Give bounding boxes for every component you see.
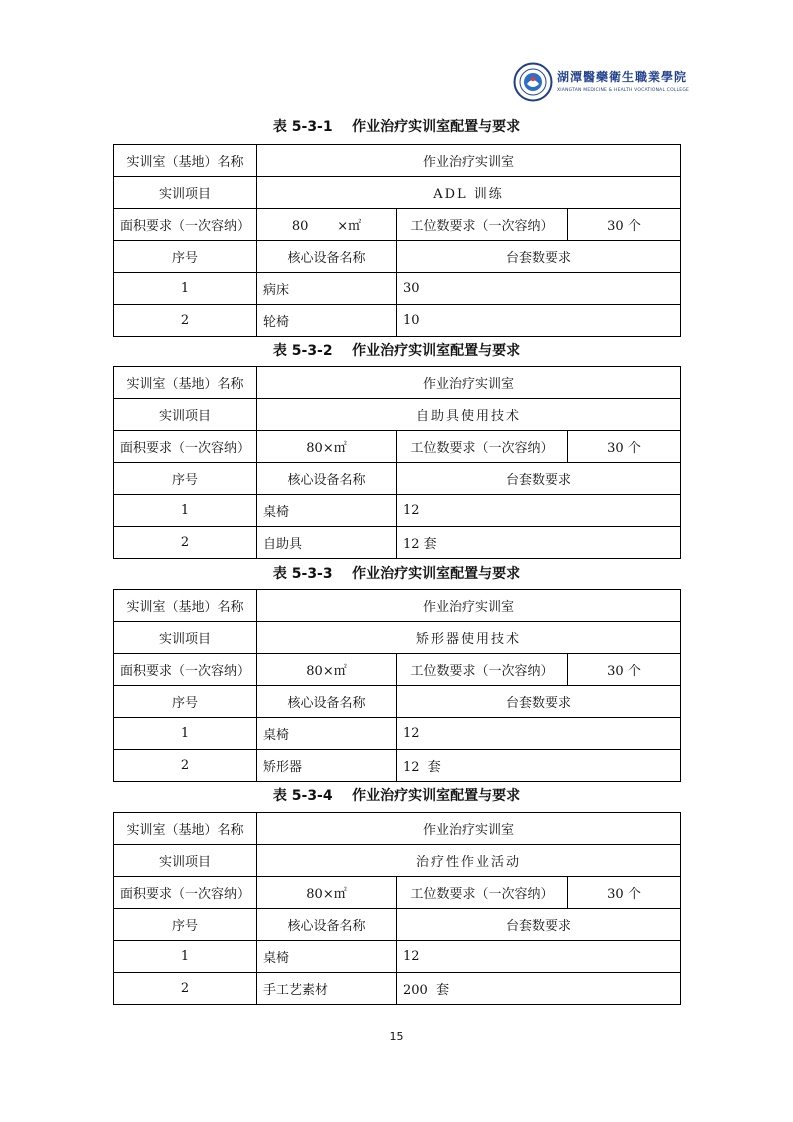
room-label: 实训室（基地）名称 — [114, 367, 257, 399]
college-seal-icon — [513, 62, 553, 102]
project-value: ADL 训练 — [257, 177, 681, 209]
row-equipment: 桌椅 — [257, 941, 397, 973]
stations-value: 30 个 — [568, 877, 681, 909]
area-label: 面积要求（一次容纳） — [114, 431, 257, 463]
table-row — [114, 399, 681, 431]
table-row — [114, 431, 681, 463]
equipment-header: 核心设备名称 — [257, 241, 397, 273]
row-seq: 2 — [114, 750, 257, 782]
area-label: 面积要求（一次容纳） — [114, 877, 257, 909]
logo-chinese-text: 湖潭醫藥衛生職業學院 — [557, 70, 688, 84]
stations-value: 30 个 — [568, 209, 681, 241]
row-equipment: 矫形器 — [257, 750, 397, 782]
quantity-header: 台套数要求 — [397, 909, 681, 941]
row-seq: 1 — [114, 495, 257, 527]
project-label: 实训项目 — [114, 399, 257, 431]
area-value: 80×㎡ — [257, 431, 397, 463]
page-number: 15 — [389, 1030, 404, 1043]
row-seq: 1 — [114, 941, 257, 973]
area-value: 80×㎡ — [257, 654, 397, 686]
stations-label: 工位数要求（一次容纳） — [397, 209, 568, 241]
area-value: 80 ×㎡ — [257, 209, 397, 241]
row-equipment: 病床 — [257, 273, 397, 305]
project-value: 矫形器使用技术 — [257, 622, 681, 654]
table-row — [114, 495, 681, 527]
table-title: 表 5-3-2 作业治疗实训室配置与要求 — [272, 343, 521, 359]
equipment-header: 核心设备名称 — [257, 909, 397, 941]
config-table — [113, 812, 681, 1005]
row-seq: 2 — [114, 973, 257, 1005]
table-row — [114, 845, 681, 877]
room-name: 作业治疗实训室 — [257, 813, 681, 845]
table-row — [114, 973, 681, 1005]
table-title: 表 5-3-3 作业治疗实训室配置与要求 — [272, 566, 521, 582]
seq-header: 序号 — [114, 463, 257, 495]
config-table — [113, 144, 681, 337]
stations-label: 工位数要求（一次容纳） — [397, 431, 568, 463]
room-name: 作业治疗实训室 — [257, 590, 681, 622]
row-seq: 1 — [114, 273, 257, 305]
table-row — [114, 909, 681, 941]
room-label: 实训室（基地）名称 — [114, 145, 257, 177]
project-value: 自助具使用技术 — [257, 399, 681, 431]
row-quantity: 12 套 — [397, 527, 681, 559]
table-row — [114, 177, 681, 209]
row-equipment: 轮椅 — [257, 305, 397, 337]
row-quantity: 12 — [397, 941, 681, 973]
room-name: 作业治疗实训室 — [257, 367, 681, 399]
seq-header: 序号 — [114, 241, 257, 273]
area-value: 80×㎡ — [257, 877, 397, 909]
table-row — [114, 686, 681, 718]
table-row — [114, 145, 681, 177]
row-equipment: 自助具 — [257, 527, 397, 559]
equipment-header: 核心设备名称 — [257, 686, 397, 718]
row-seq: 2 — [114, 527, 257, 559]
logo-english-text: XIANGTAN MEDICINE & HEALTH VOCATIONAL COLLEGE — [557, 88, 690, 93]
quantity-header: 台套数要求 — [397, 463, 681, 495]
row-quantity: 30 — [397, 273, 681, 305]
seq-header: 序号 — [114, 909, 257, 941]
project-label: 实训项目 — [114, 177, 257, 209]
table-row — [114, 654, 681, 686]
row-equipment: 手工艺素材 — [257, 973, 397, 1005]
stations-label: 工位数要求（一次容纳） — [397, 877, 568, 909]
room-name: 作业治疗实训室 — [257, 145, 681, 177]
seq-header: 序号 — [114, 686, 257, 718]
table-title: 表 5-3-4 作业治疗实训室配置与要求 — [272, 788, 521, 804]
row-equipment: 桌椅 — [257, 495, 397, 527]
table-row — [114, 813, 681, 845]
room-label: 实训室（基地）名称 — [114, 813, 257, 845]
equipment-header: 核心设备名称 — [257, 463, 397, 495]
area-label: 面积要求（一次容纳） — [114, 209, 257, 241]
college-logo — [513, 62, 690, 106]
row-quantity: 12 — [397, 495, 681, 527]
table-row — [114, 241, 681, 273]
row-quantity: 12 — [397, 718, 681, 750]
stations-value: 30 个 — [568, 654, 681, 686]
row-quantity: 12 套 — [397, 750, 681, 782]
room-label: 实训室（基地）名称 — [114, 590, 257, 622]
table-title: 表 5-3-1 作业治疗实训室配置与要求 — [272, 119, 521, 135]
project-label: 实训项目 — [114, 622, 257, 654]
row-seq: 2 — [114, 305, 257, 337]
table-row — [114, 622, 681, 654]
area-label: 面积要求（一次容纳） — [114, 654, 257, 686]
stations-label: 工位数要求（一次容纳） — [397, 654, 568, 686]
table-row — [114, 877, 681, 909]
quantity-header: 台套数要求 — [397, 241, 681, 273]
project-value: 治疗性作业活动 — [257, 845, 681, 877]
row-quantity: 200 套 — [397, 973, 681, 1005]
project-label: 实训项目 — [114, 845, 257, 877]
quantity-header: 台套数要求 — [397, 686, 681, 718]
config-table — [113, 589, 681, 782]
row-equipment: 桌椅 — [257, 718, 397, 750]
table-row — [114, 367, 681, 399]
row-quantity: 10 — [397, 305, 681, 337]
table-row — [114, 273, 681, 305]
stations-value: 30 个 — [568, 431, 681, 463]
table-row — [114, 305, 681, 337]
table-row — [114, 750, 681, 782]
config-table — [113, 366, 681, 559]
table-row — [114, 718, 681, 750]
table-row — [114, 941, 681, 973]
table-row — [114, 527, 681, 559]
table-row — [114, 590, 681, 622]
table-row — [114, 209, 681, 241]
table-row — [114, 463, 681, 495]
row-seq: 1 — [114, 718, 257, 750]
